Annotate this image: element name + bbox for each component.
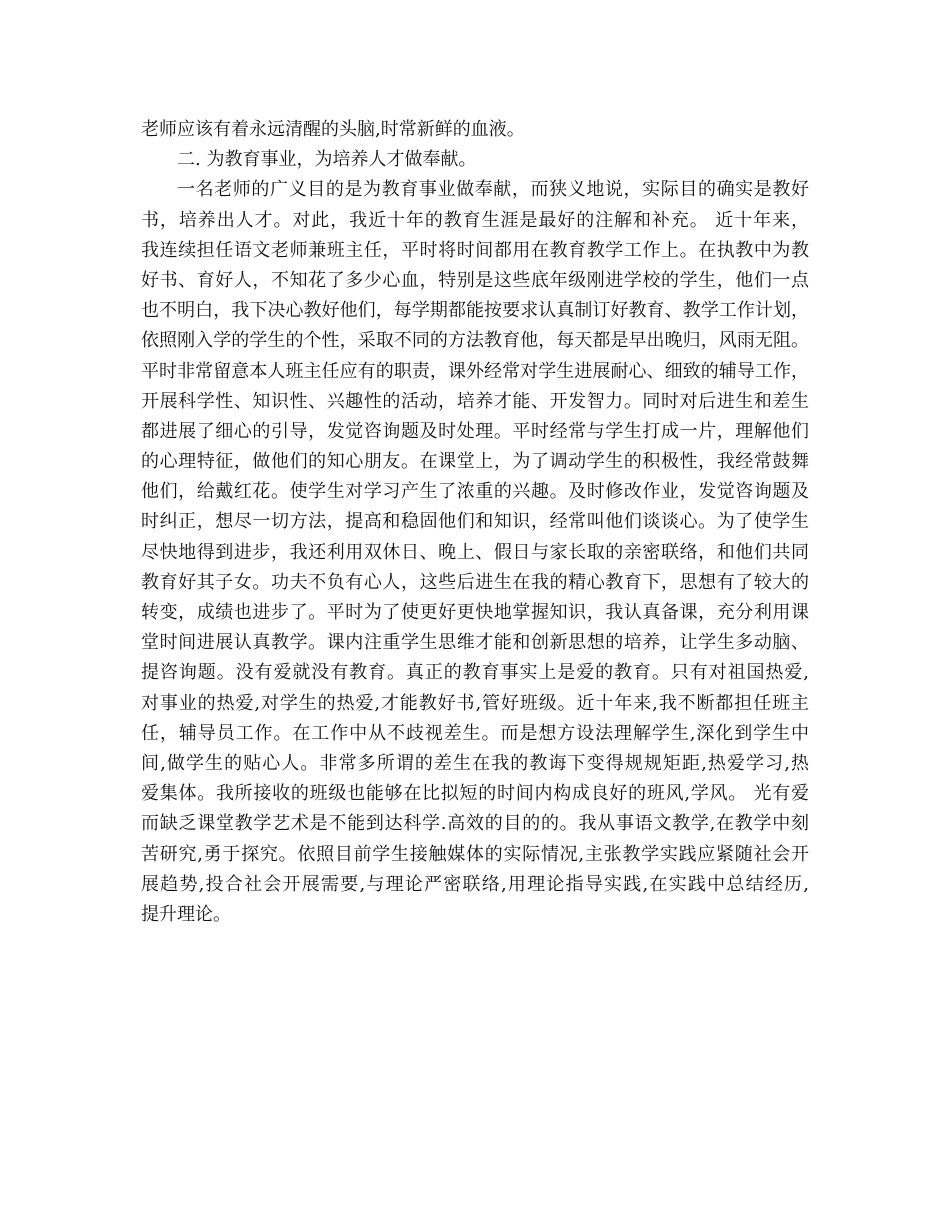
text-line: 间,做学生的贴心人。非常多所谓的差生在我的教诲下变得规规矩距,热爱学习,热 — [141, 752, 809, 774]
text-line: 而缺乏课堂教学艺术是不能到达科学.高效的目的的。我从事语文教学,在教学中刻 — [141, 813, 809, 835]
text-line: 都进展了细心的引导，发觉咨询题及时处理。平时经常与学生打成一片，理解他们 — [141, 420, 809, 442]
text-line: 老师应该有着永远清醒的头脑,时常新鲜的血液。 — [141, 119, 525, 140]
text-line: 平时非常留意本人班主任应有的职责，课外经常对学生进展耐心、细致的辅导工作， — [141, 360, 809, 382]
text-line: 展趋势,投合社会开展需要,与理论严密联络,用理论指导实践,在实践中总结经历, — [141, 873, 809, 895]
text-line: 的心理特征，做他们的知心朋友。在课堂上，为了调动学生的积极性，我经常鼓舞 — [141, 451, 809, 473]
text-line: 也不明白，我下决心教好他们，每学期都能按要求认真制订好教育、教学工作计划， — [141, 300, 809, 322]
text-line: 转变，成绩也进步了。平时为了使更好更快地掌握知识，我认真备课，充分利用课 — [141, 602, 809, 623]
text-line: 依照刚入学的学生的个性，采取不同的方法教育他，每天都是早出晚归，风雨无阻。 — [141, 330, 809, 352]
text-line: 苦研究,勇于探究。依照目前学生接触媒体的实际情况,主张教学实践应紧随社会开 — [141, 843, 809, 865]
text-line: 提升理论。 — [141, 903, 231, 925]
text-line: 任，辅导员工作。在工作中从不歧视差生。而是想方设法理解学生,深化到学生中 — [141, 722, 809, 744]
section-heading: 二. 为教育事业，为培养人才做奉献。 — [177, 149, 477, 171]
text-line: 教育好其子女。功夫不负有心人，这些后进生在我的精心教育下，思想有了较大的 — [141, 571, 809, 593]
text-line: 我连续担任语文老师兼班主任，平时将时间都用在教育教学工作上。在执教中为教 — [141, 239, 809, 261]
text-line: 对事业的热爱,对学生的热爱,才能教好书,管好班级。近十年来,我不断都担任班主 — [141, 692, 809, 714]
text-line: 开展科学性、知识性、兴趣性的活动，培养才能、开发智力。同时对后进生和差生 — [141, 390, 809, 412]
text-line: 爱集体。我所接收的班级也能够在比拟短的时间内构成良好的班风,学风。 光有爱 — [141, 783, 809, 805]
text-line: 书，培养出人才。对此，我近十年的教育生涯是最好的注解和补充。 近十年来， — [141, 209, 809, 231]
text-line: 一名老师的广义目的是为教育事业做奉献，而狭义地说，实际目的确实是教好 — [177, 179, 809, 201]
text-line: 提咨询题。没有爱就没有教育。真正的教育事实上是爱的教育。只有对祖国热爱, — [141, 662, 809, 684]
text-line: 尽快地得到进步，我还利用双休日、晚上、假日与家长取的亲密联络，和他们共同 — [141, 541, 809, 563]
text-line: 他们，给戴红花。使学生对学习产生了浓重的兴趣。及时修改作业，发觉咨询题及 — [141, 481, 809, 503]
text-line: 堂时间进展认真教学。课内注重学生思维才能和创新思想的培养，让学生多动脑、 — [141, 632, 809, 654]
text-line: 时纠正，想尽一切方法，提高和稳固他们和知识，经常叫他们谈谈心。为了使学生 — [141, 511, 809, 533]
text-line: 好书、育好人，不知花了多少心血，特别是这些底年级刚进学校的学生，他们一点 — [141, 269, 809, 291]
document-page — [141, 115, 809, 930]
